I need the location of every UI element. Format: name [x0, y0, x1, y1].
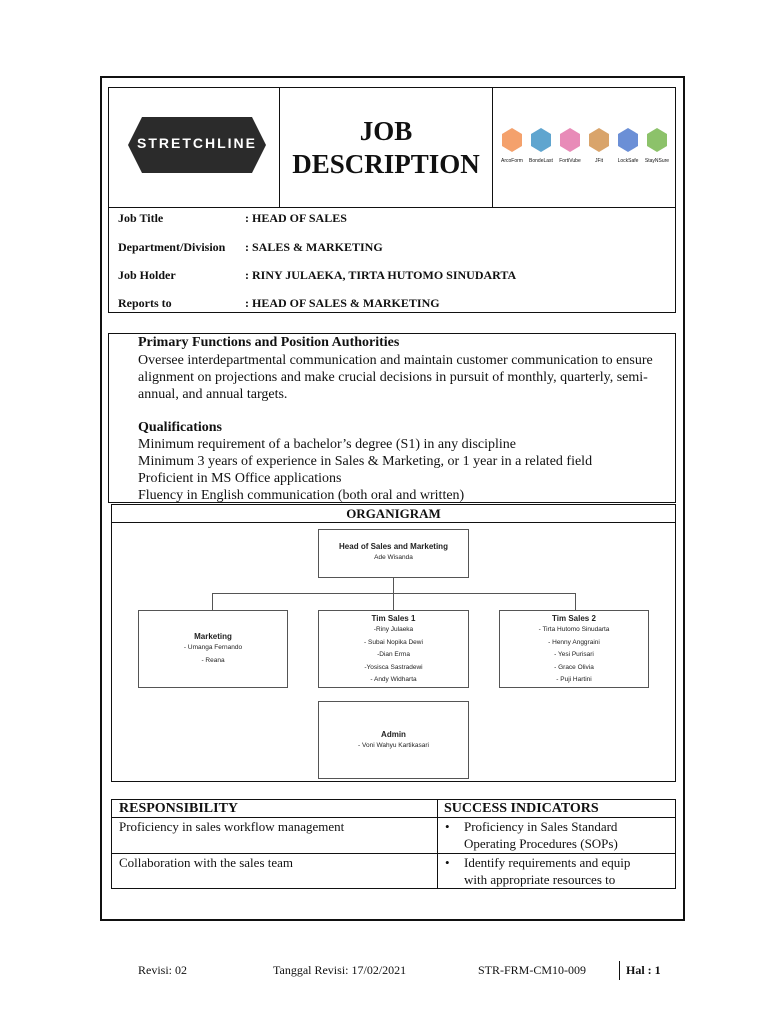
- brand-staynsure-icon: [647, 128, 667, 152]
- indicator-col-header: SUCCESS INDICATORS: [444, 801, 599, 816]
- brand-locksafe-icon: [618, 128, 638, 152]
- connector-top-vertical: [393, 578, 394, 594]
- org-tim1-member: - Andy Widharta: [370, 676, 417, 683]
- qualification-line-3: Proficient in MS Office applications: [138, 471, 342, 486]
- brand-staynsure: StayNSure: [642, 127, 672, 164]
- footer-revision: Revisi: 02: [138, 963, 188, 977]
- table-row-2-cell-1: [111, 853, 438, 889]
- logo-text: STRETCHLINE: [137, 135, 257, 151]
- org-box-marketing: [138, 610, 288, 688]
- org-tim1-member: -Yosisca Sastradewi: [364, 663, 423, 671]
- brand-jfit-icon: [589, 128, 609, 152]
- indicator-row-2: [437, 854, 676, 888]
- info-label-job-holder: Job Holder: [118, 268, 176, 282]
- brand-fortivube-icon: [560, 128, 580, 152]
- footer-divider: [619, 961, 620, 980]
- org-tim2-member: - Grace Olivia: [554, 663, 594, 671]
- resp-row-1: Proficiency in sales workflow management: [119, 819, 345, 834]
- stretchline-logo: [128, 113, 266, 177]
- org-tim2-member: - Puji Hartini: [556, 676, 592, 683]
- resp-col-header: RESPONSIBILITY: [119, 801, 239, 816]
- primary-line-3: annual, and annual targets.: [138, 387, 288, 402]
- org-head-title: Head of Sales and Marketing: [339, 542, 448, 551]
- info-label-job-title: Job Title: [118, 211, 164, 225]
- brand-arcoform: ArcoForm: [497, 127, 527, 164]
- org-tim1-member: - Subai Nopika Dewi: [364, 638, 423, 646]
- org-marketing-title: Marketing: [194, 632, 232, 641]
- organigram-heading: ORGANIGRAM: [346, 506, 441, 521]
- org-tim1-title: Tim Sales 1: [371, 614, 416, 623]
- connector-horizontal: [212, 593, 576, 594]
- resp-header-cell-1: [111, 799, 438, 818]
- footer-page-number: Hal : 1: [626, 963, 661, 977]
- org-tim2-title: Tim Sales 2: [552, 614, 596, 623]
- info-label-department: Department/Division: [118, 240, 226, 254]
- organigram-heading-bar: [111, 504, 676, 523]
- brand-bondelast: BondeLast: [526, 127, 556, 164]
- info-value-job-title: : HEAD OF SALES: [245, 211, 347, 225]
- indicator-row-2-line: with appropriate resources to: [464, 872, 616, 887]
- brand-jfit: JFit: [584, 127, 614, 164]
- primary-functions-heading: Primary Functions and Position Authorities: [138, 335, 400, 350]
- primary-line-2: alignment on projections and make crucial decisions in pursuit of monthly, quarterly, semi-: [138, 370, 648, 385]
- qualification-line-1: Minimum requirement of a bachelor’s degree (S1) in any discipline: [138, 437, 517, 452]
- bullet-icon: •: [445, 819, 450, 834]
- info-value-department: : SALES & MARKETING: [245, 240, 383, 254]
- qualification-line-4: Fluency in English communication (both oral and written): [138, 488, 465, 503]
- connector-tim1: [393, 593, 394, 610]
- qualifications-heading: Qualifications: [138, 420, 223, 435]
- brand-locksafe: LockSafe: [613, 127, 643, 164]
- header-logo-cell: [108, 87, 280, 208]
- brand-fortivube: FortiVube: [555, 127, 585, 164]
- page-title-line2: DESCRIPTION: [292, 149, 480, 179]
- page-title-line1: JOB: [359, 116, 413, 146]
- org-box-admin: [318, 701, 469, 779]
- brand-logos: [497, 127, 673, 167]
- org-tim2-member: - Tirta Hutomo Sinudarta: [538, 626, 610, 633]
- info-label-reports-to: Reports to: [118, 296, 172, 310]
- org-head-member: Ade Wisanda: [374, 554, 413, 561]
- org-tim1-member: -Riny Julaeka: [373, 626, 414, 633]
- table-row-1-cell-1: [111, 817, 438, 854]
- indicator-row-2-line: Identify requirements and equip: [464, 855, 631, 870]
- footer-revision-date: Tanggal Revisi: 17/02/2021: [273, 963, 407, 977]
- indicator-row-1-line: Proficiency in Sales Standard: [464, 819, 618, 834]
- indicator-row-1-line: Operating Procedures (SOPs): [464, 836, 618, 851]
- connector-marketing: [212, 593, 213, 610]
- info-value-job-holder: : RINY JULAEKA, TIRTA HUTOMO SINUDARTA: [245, 268, 517, 282]
- bullet-icon: •: [445, 855, 450, 870]
- header-title-cell: [279, 87, 493, 208]
- resp-row-2: Collaboration with the sales team: [119, 855, 294, 870]
- org-tim2-member: - Yesi Purisari: [554, 651, 594, 658]
- connector-tim2: [575, 593, 576, 610]
- footer-form-code: STR-FRM-CM10-009: [478, 963, 587, 977]
- brand-arcoform-icon: [502, 128, 522, 152]
- org-tim1-member: -Dian Erma: [377, 651, 410, 658]
- org-marketing-member: - Umanga Fernando: [183, 644, 243, 651]
- qualification-line-2: Minimum 3 years of experience in Sales & Marketing, or 1 year in a related field: [138, 454, 593, 469]
- info-value-reports-to: : HEAD OF SALES & MARKETING: [245, 296, 440, 310]
- org-tim2-member: - Henny Anggraini: [548, 638, 600, 646]
- org-box-tim-sales-2: [499, 610, 649, 688]
- org-admin-title: Admin: [381, 730, 406, 739]
- indicator-row-1: [437, 818, 676, 853]
- resp-header-cell-2: [437, 799, 676, 818]
- org-admin-member: - Voni Wahyu Kartikasari: [358, 742, 429, 749]
- org-box-head: [318, 529, 469, 578]
- brand-bondelast-icon: [531, 128, 551, 152]
- org-marketing-member: - Reana: [201, 656, 225, 664]
- primary-line-1: Oversee interdepartmental communication and maintain customer communication to ensure: [138, 353, 653, 368]
- header-brands-cell: [492, 87, 676, 208]
- org-box-tim-sales-1: [318, 610, 469, 688]
